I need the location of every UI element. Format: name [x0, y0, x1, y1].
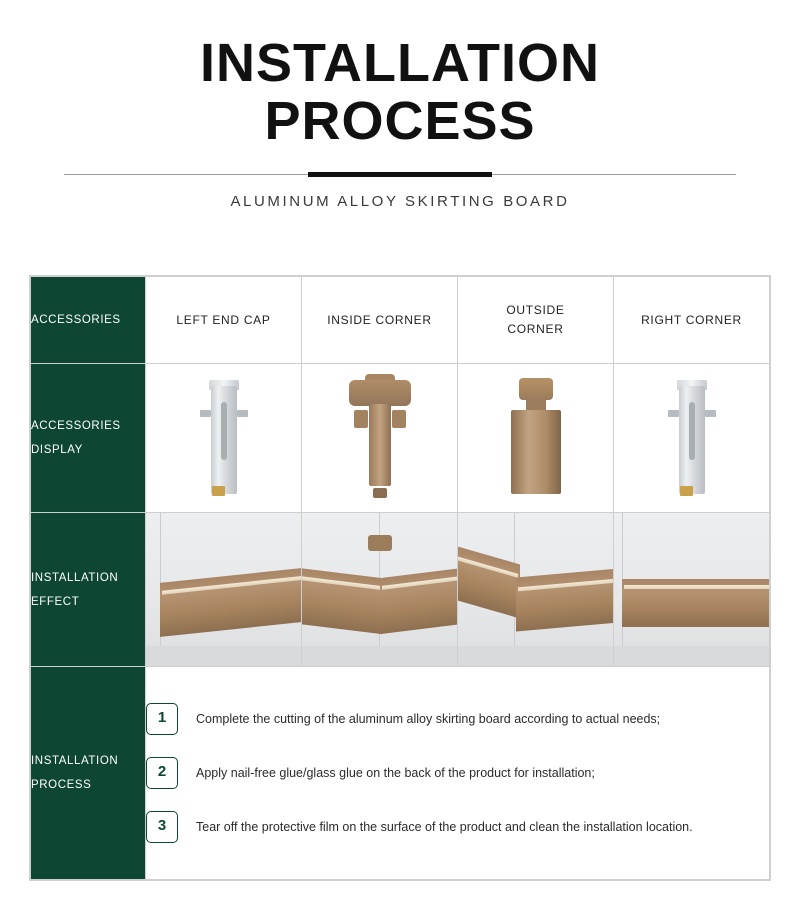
- inside-corner-wing-right: [392, 410, 406, 428]
- row-label-accessories-display-line1: ACCESSORIES: [31, 420, 121, 432]
- accessory-image-right-corner: [614, 364, 770, 513]
- row-label-installation-effect-line1: INSTALLATION: [31, 571, 119, 584]
- inside-corner-joint-cap: [368, 535, 392, 551]
- step-number-badge-1: 1: [146, 703, 178, 735]
- right-corner-slot: [689, 402, 695, 460]
- table-row-installation-process: [31, 667, 770, 880]
- row-label-accessories-display: [31, 364, 146, 513]
- matrix-table: [30, 276, 770, 880]
- table-row-accessories-display: [31, 364, 770, 513]
- page-header: [0, 0, 800, 210]
- right-corner-foot: [680, 486, 693, 496]
- row-label-accessories-display-line2: DISPLAY: [31, 444, 83, 456]
- effect-scene-inside-corner: [302, 513, 457, 666]
- row-label-accessories-text: ACCESSORIES: [31, 314, 121, 326]
- right-corner-tab-right: [705, 410, 716, 417]
- floor-surface: [302, 646, 457, 666]
- row-label-installation-effect-line2: EFFECT: [31, 595, 80, 608]
- outside-corner-body: [511, 410, 561, 494]
- right-corner-illustration: [614, 364, 769, 512]
- floor-surface: [614, 646, 769, 666]
- divider-thick-line: [308, 172, 492, 177]
- inside-corner-cap: [349, 380, 411, 406]
- step-text-2: Apply nail-free glue/glass glue on the back of the product for installation;: [196, 765, 595, 780]
- installation-matrix: [29, 275, 771, 881]
- table-row-header: [31, 277, 770, 364]
- skirting-board-right: [516, 568, 613, 631]
- row-label-installation-process: [31, 667, 146, 880]
- column-header-inside-corner-label: INSIDE CORNER: [327, 312, 432, 327]
- effect-scene-left-end-cap: [146, 513, 301, 666]
- page-title: [80, 34, 720, 150]
- floor-surface: [458, 646, 613, 666]
- accessory-image-outside-corner: [458, 364, 614, 513]
- column-header-outside-corner-line2: CORNER: [507, 322, 564, 336]
- effect-scene-right-corner: [614, 513, 769, 666]
- step-number-badge-3: 3: [146, 811, 178, 843]
- column-header-right-corner: [614, 277, 770, 364]
- right-corner-tab-left: [668, 410, 679, 417]
- skirting-board-left: [458, 546, 520, 619]
- page-title-line1: INSTALLATION: [200, 33, 600, 93]
- effect-scene-outside-corner: [458, 513, 613, 666]
- title-divider: [64, 172, 736, 178]
- column-header-outside-corner: [458, 277, 614, 364]
- floor-surface: [146, 646, 301, 666]
- end-cap-tab-left: [200, 410, 211, 417]
- list-item: [146, 811, 769, 843]
- row-label-accessories: [31, 277, 146, 364]
- column-header-left-end-cap-label: LEFT END CAP: [176, 312, 271, 327]
- accessory-image-left-end-cap: [146, 364, 302, 513]
- end-cap-foot: [212, 486, 225, 496]
- left-end-cap-illustration: [146, 364, 301, 512]
- end-cap-slot: [221, 402, 227, 460]
- column-header-left-end-cap: [146, 277, 302, 364]
- inside-corner-illustration: [302, 364, 457, 512]
- outside-corner-cap: [519, 378, 553, 400]
- table-row-installation-effect: [31, 513, 770, 667]
- effect-image-right-corner: [614, 513, 770, 667]
- row-label-installation-process-line2: PROCESS: [31, 779, 92, 791]
- row-label-installation-process-line1: INSTALLATION: [31, 755, 119, 767]
- effect-image-outside-corner: [458, 513, 614, 667]
- accessory-image-inside-corner: [302, 364, 458, 513]
- step-number-badge-2: 2: [146, 757, 178, 789]
- inside-corner-stem: [369, 404, 391, 486]
- row-label-installation-effect: [31, 513, 146, 667]
- column-header-right-corner-label: RIGHT CORNER: [641, 312, 742, 327]
- list-item: [146, 757, 769, 789]
- list-item: [146, 703, 769, 735]
- step-text-1: Complete the cutting of the aluminum alloy skirting board according to actual needs;: [196, 711, 661, 726]
- board-light-strip: [624, 585, 769, 589]
- step-text-3: Tear off the protective film on the surface of the product and clean the installation location.: [196, 819, 693, 834]
- page-subtitle: ALUMINUM ALLOY SKIRTING BOARD: [230, 193, 570, 210]
- installation-steps-list: [146, 667, 770, 880]
- inside-corner-wing-left: [354, 410, 368, 428]
- inside-corner-foot: [373, 488, 387, 498]
- effect-image-left-end-cap: [146, 513, 302, 667]
- effect-image-inside-corner: [302, 513, 458, 667]
- end-cap-tab-right: [237, 410, 248, 417]
- page-title-line2: PROCESS: [264, 91, 536, 151]
- column-header-inside-corner: [302, 277, 458, 364]
- outside-corner-illustration: [458, 364, 613, 512]
- column-header-outside-corner-line1: OUTSIDE: [506, 303, 565, 317]
